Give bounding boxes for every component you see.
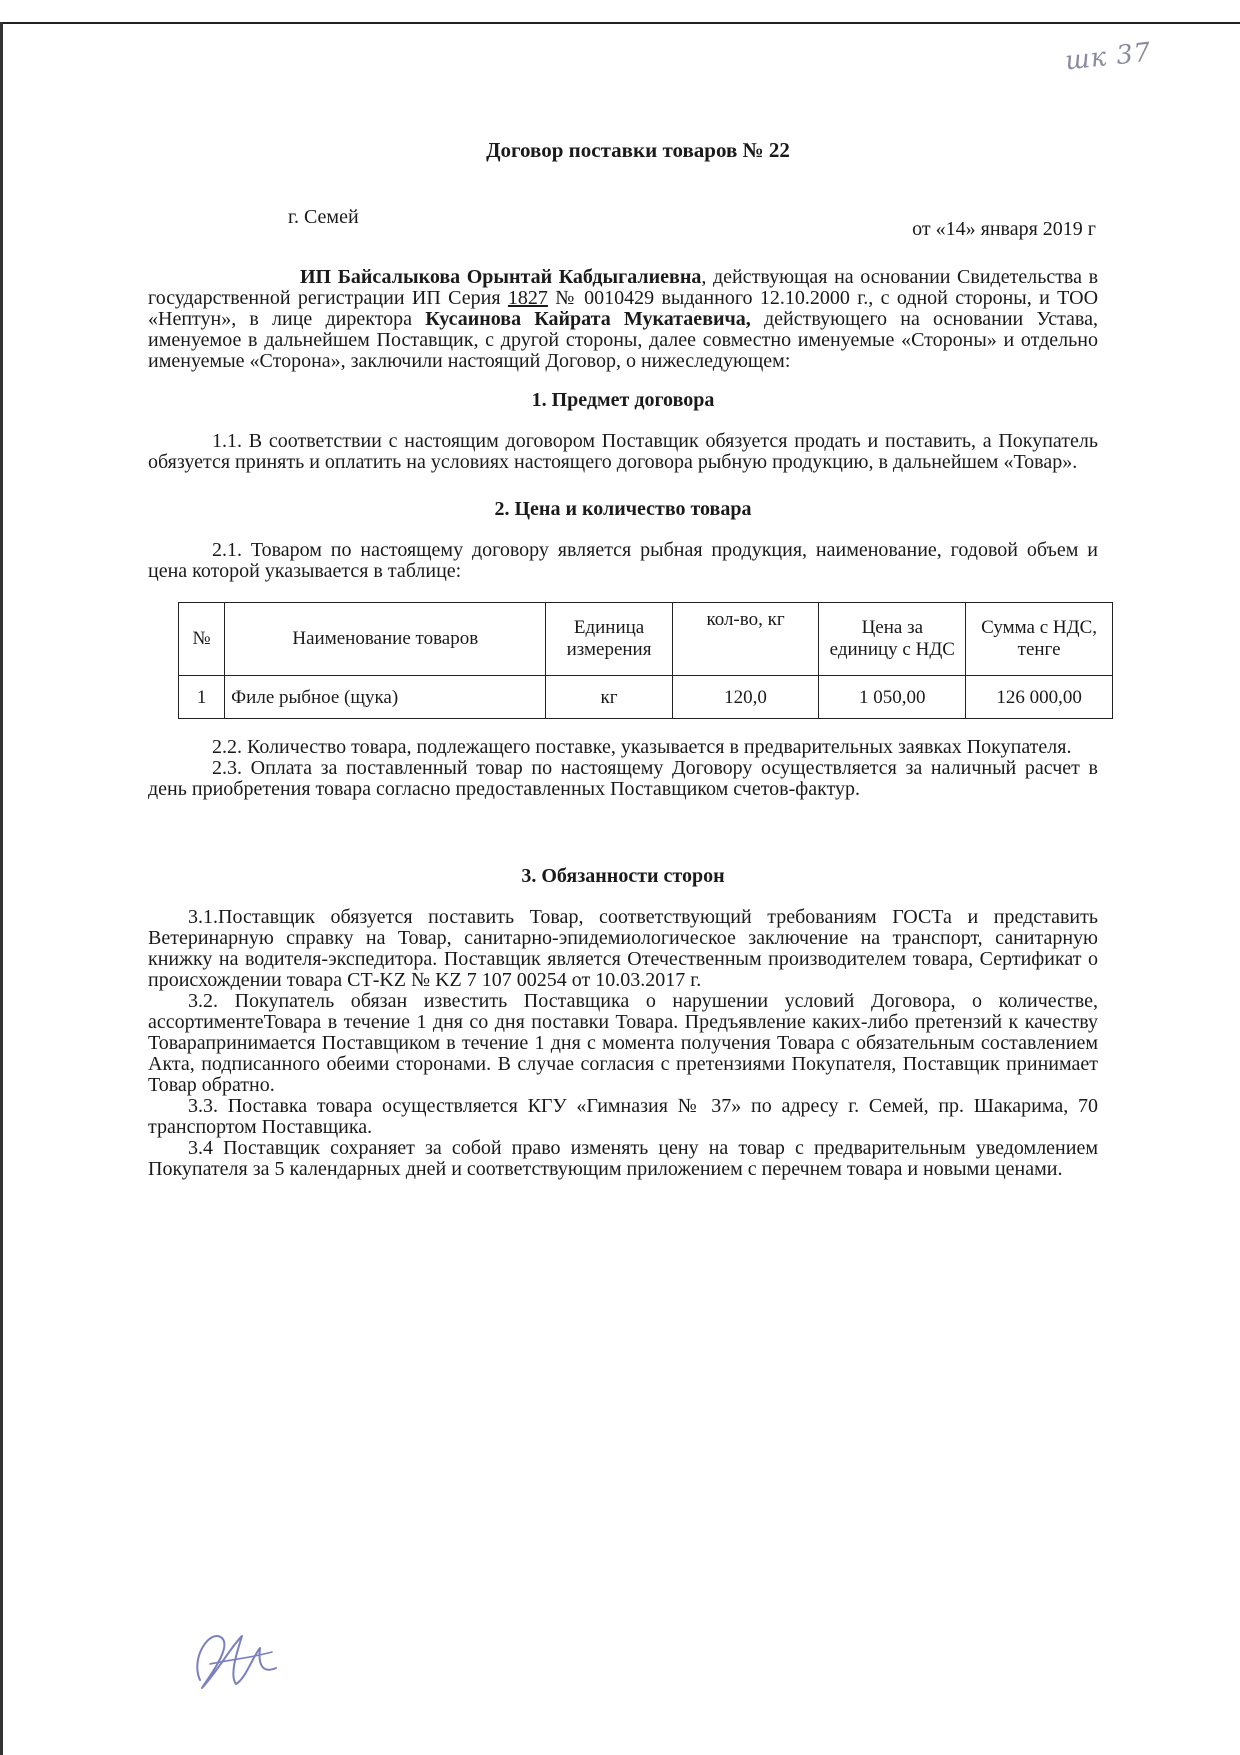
clause-2-3: 2.3. Оплата за поставленный товар по настоящему Договору осуществляется за наличный расчет в день приобретения товара согласно предоставленных Поставщиком счетов-фактур. xyxy=(148,757,1098,800)
col-unit: Единица измерения xyxy=(546,603,672,676)
registration-series: 1827 xyxy=(507,287,548,309)
section-2-heading: 2. Цена и количество товара xyxy=(494,498,752,520)
preamble-text-3: действующего на основании Устава, именуемое в дальнейшем Поставщик, с другой стороны, далее совместно именуемые «Стороны» и отдельно именуемые «Сторона», заключили настоящий Договор, о нижеследующем: xyxy=(148,308,1098,372)
contract-page xyxy=(148,140,1098,1180)
table-row xyxy=(179,676,1113,719)
col-total: Сумма с НДС, тенге xyxy=(966,603,1113,676)
section-1-heading: 1. Предмет договора xyxy=(531,389,715,411)
section-3 xyxy=(148,866,1098,1180)
scan-top-edge xyxy=(0,22,1240,24)
header-row xyxy=(148,207,1098,255)
preamble-text-2: № 0010429 выданного 12.10.2000 г., с одной стороны, и ТОО «Нептун», в лице директора xyxy=(148,287,1099,330)
table-header-row xyxy=(179,603,1113,676)
director-name: Кусаинова Кайрата Мукатаевича, xyxy=(425,308,751,330)
clause-3-3: 3.3. Поставка товара осуществляется КГУ «Гимназия № 37» по адресу г. Семей, пр. Шакарима, 70 транспортом Поставщика. xyxy=(148,1095,1098,1138)
document-title: Договор поставки товаров № 22 xyxy=(486,138,790,162)
cell-number: 1 xyxy=(179,676,225,719)
clause-3-2: 3.2. Покупатель обязан известить Поставщика о нарушении условий Договора, о количестве, ассортиментеТовара в течение 1 дня со дня поставки Товара. Предъявление каких-либо претензий к качеству Товарапринимается Поставщиком в течение 1 дня с момента получения Товара с обязательным составлением Акта, подписанного обеими сторонами. В случае согласия с претензиями Покупателя, Поставщик принимает Товар обратно. xyxy=(148,990,1098,1096)
clause-2-2: 2.2. Количество товара, подлежащего поставке, указывается в предварительных заявках Покупателя. xyxy=(212,736,1072,758)
col-quantity: кол-во, кг xyxy=(672,603,819,676)
cell-goods-name: Филе рыбное (щука) xyxy=(225,676,546,719)
handwritten-signature xyxy=(180,1618,290,1698)
supplier-name: ИП Байсалыкова Орынтай Кабдыгалиевна xyxy=(300,266,702,288)
cell-total: 126 000,00 xyxy=(966,676,1113,719)
clause-3-4: 3.4 Поставщик сохраняет за собой право изменять цену на товар с предварительным уведомлением Покупателя за 5 календарных дней и соответствующим приложением с перечнем товара и новыми ценами. xyxy=(148,1137,1098,1180)
section-3-heading: 3. Обязанности сторон xyxy=(521,865,725,887)
handwritten-note: шк 37 xyxy=(1063,37,1153,77)
col-goods-name: Наименование товаров xyxy=(225,603,546,676)
preamble xyxy=(148,267,1098,372)
col-unit-price: Цена за единицу с НДС xyxy=(819,603,966,676)
contract-date: от «14» января 2019 г xyxy=(912,218,1096,240)
cell-unit-price: 1 050,00 xyxy=(819,676,966,719)
scan-left-edge xyxy=(0,22,3,1755)
col-number: № xyxy=(179,603,225,676)
cell-unit: кг xyxy=(546,676,672,719)
clause-3-1: 3.1.Поставщик обязуется поставить Товар, соответствующий требованиям ГОСТа и представить Ветеринарную справку на Товар, санитарно-эпидемиологическое заключение на транспорт, санитарную книжку на водителя-экспедитора. Поставщик является Отечественным производителем товара, Сертификат о происхождении товара СТ-KZ № KZ 7 107 00254 от 10.03.2017 г. xyxy=(148,906,1098,991)
clause-1-1: 1.1. В соответствии с настоящим договором Поставщик обязуется продать и поставить, а Покупатель обязуется принять и оплатить на условиях настоящего договора рыбную продукцию, в дальнейшем «Товар». xyxy=(148,430,1098,473)
preamble-text-1: , действующая на основании Свидетельства в государственной регистрации ИП Серия xyxy=(148,266,1099,309)
city: г. Семей xyxy=(288,206,359,228)
goods-table xyxy=(178,602,1113,719)
clause-2-1: 2.1. Товаром по настоящему договору является рыбная продукция, наименование, годовой объем и цена которой указывается в таблице: xyxy=(148,539,1098,582)
cell-quantity: 120,0 xyxy=(672,676,819,719)
